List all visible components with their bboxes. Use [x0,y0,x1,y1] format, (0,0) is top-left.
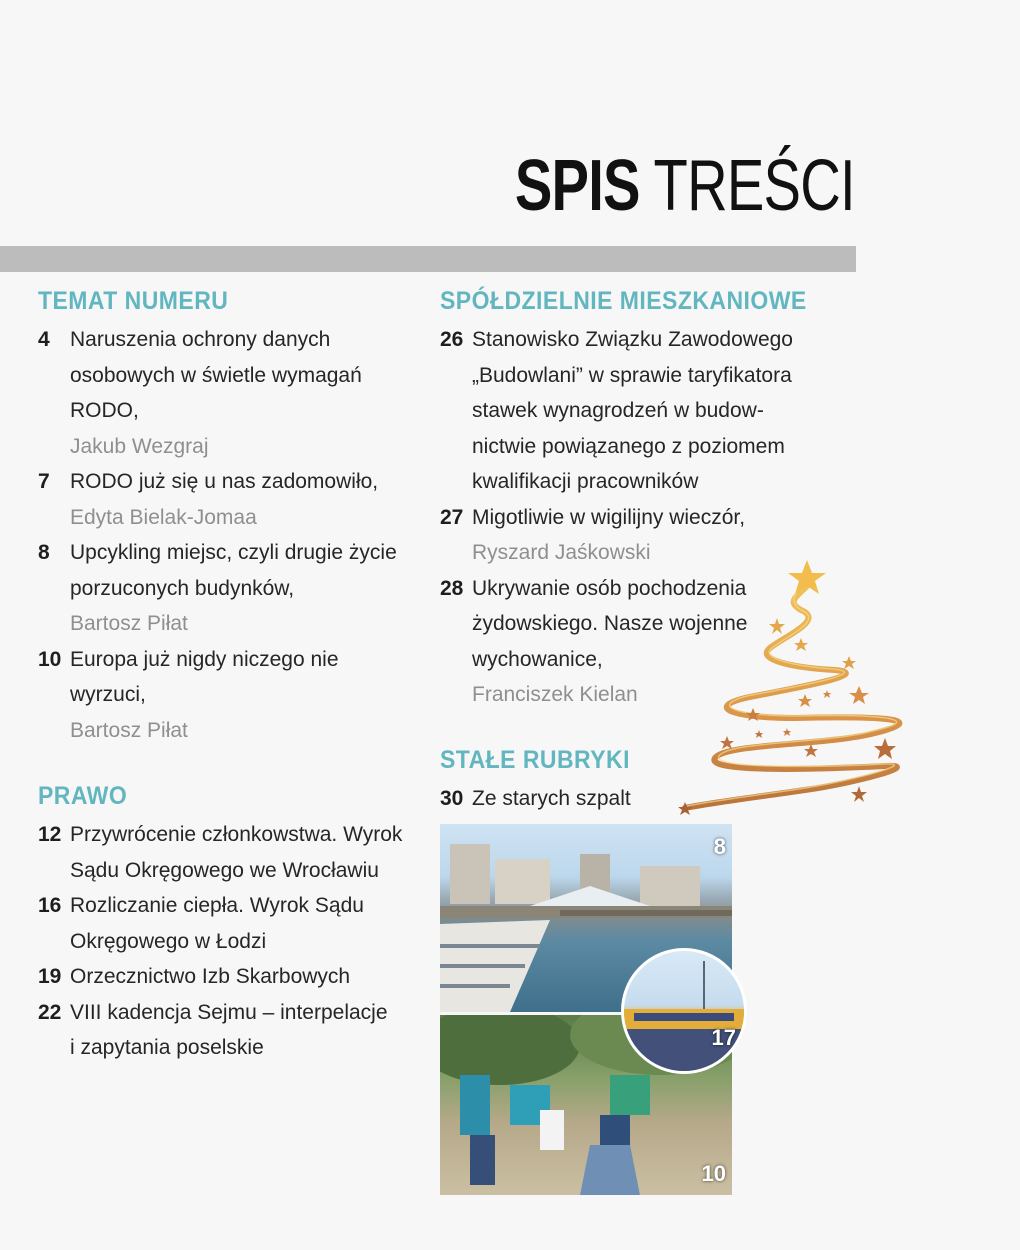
page-number: 4 [38,328,50,351]
page-badge: 17 [711,1025,736,1050]
page-number: 28 [440,576,464,600]
entry-line: nictwie powiązanego z poziomem [472,434,785,458]
entry-line: RODO, [70,399,139,422]
page-number: 19 [38,965,62,988]
entry-line: i zapytania poselskie [70,1036,264,1059]
entry-author: Bartosz Piłat [70,718,188,742]
toc-entry[interactable] [38,535,418,642]
title-rule [0,246,856,272]
section-prawo [38,781,418,1066]
photo-collage [440,824,736,1195]
entry-author: Jakub Wezgraj [70,434,209,458]
entry-line: Przywrócenie członkowstwa. Wyrok [70,823,403,846]
star-icon [851,786,867,802]
star-icon [678,802,692,815]
star-icon [769,618,785,634]
star-icon [720,736,734,749]
star-icon [842,656,856,669]
entry-line: Orzecznictwo Izb Skarbowych [70,965,351,988]
star-icon [804,744,818,757]
entry-line: „Budowlani” w sprawie taryfikatora [472,363,792,387]
star-icon [755,730,763,738]
entry-author: Edyta Bielak-Jomaa [70,505,257,529]
entry-author: Ryszard Jaśkowski [472,541,651,564]
page-number: 22 [38,1000,62,1024]
entry-line: porzuconych budynków, [70,576,295,600]
entry-author: Franciszek Kielan [472,683,638,706]
entry-line: RODO już się u nas zadomowiło, [70,470,379,493]
page-number: 16 [38,894,62,917]
toc-entry[interactable] [38,642,418,749]
page-number: 27 [440,505,464,529]
section-heading: PRAWO [38,782,128,810]
section-heading: TEMAT NUMERU [38,287,229,315]
star-icon [849,686,869,704]
entry-line: Sądu Okręgowego we Wrocławiu [70,858,379,882]
section-temat-numeru [38,286,418,748]
toc-entry[interactable] [38,888,418,959]
entry-line: Okręgowego w Łodzi [70,929,267,953]
entry-line: Migotliwie w wigilijny wieczór, [472,505,746,529]
page-title [515,146,855,226]
entry-line: osobowych w świetle wymagań [70,363,362,387]
toc-entry[interactable] [38,464,418,535]
section-heading: STAŁE RUBRYKI [440,746,630,774]
entry-line: Stanowisko Związku Zawodowego [472,328,793,351]
entry-line: Naruszenia ochrony danych [70,328,331,351]
entry-line: stawek wynagrodzeń w budow- [472,399,764,422]
toc-entry[interactable] [38,322,418,464]
entry-line: wychowanice, [472,647,603,671]
page-badge: 10 [701,1161,726,1186]
page-number: 30 [440,787,464,810]
title-bold: SPIS [515,146,640,226]
entry-line: VIII kadencja Sejmu – interpelacje [70,1000,388,1024]
stadium-photo [621,948,747,1074]
star-icon [874,738,896,759]
toc-entry[interactable] [38,959,418,995]
entry-line: Upcykling miejsc, czyli drugie życie [70,541,397,564]
toc-entry[interactable] [440,322,840,500]
entry-line: Ukrywanie osób pochodzenia [472,576,747,600]
page-badge: 8 [713,834,726,859]
star-icon [794,638,808,651]
entry-line: Europa już nigdy niczego nie wyrzuci, [70,647,339,706]
entry-author: Bartosz Piłat [70,612,188,635]
page-number: 8 [38,541,50,564]
page-number: 10 [38,647,62,671]
entry-line: żydowskiego. Nasze wojenne [472,612,748,635]
star-icon [783,728,791,736]
star-icon [798,694,812,707]
entry-line: kwalifikacji pracowników [472,470,699,493]
page-number: 7 [38,470,50,493]
title-light: TREŚCI [653,146,855,226]
star-icon [823,690,831,698]
christmas-tree-ornament [675,558,925,818]
toc-entry[interactable] [38,817,418,888]
entry-line: Rozliczanie ciepła. Wyrok Sądu [70,894,364,917]
section-heading: SPÓŁDZIELNIE MIESZKANIOWE [440,287,807,315]
page-number: 26 [440,328,464,351]
toc-entry[interactable] [38,995,418,1066]
entry-line: Ze starych szpalt [472,787,631,810]
page-number: 12 [38,823,62,846]
